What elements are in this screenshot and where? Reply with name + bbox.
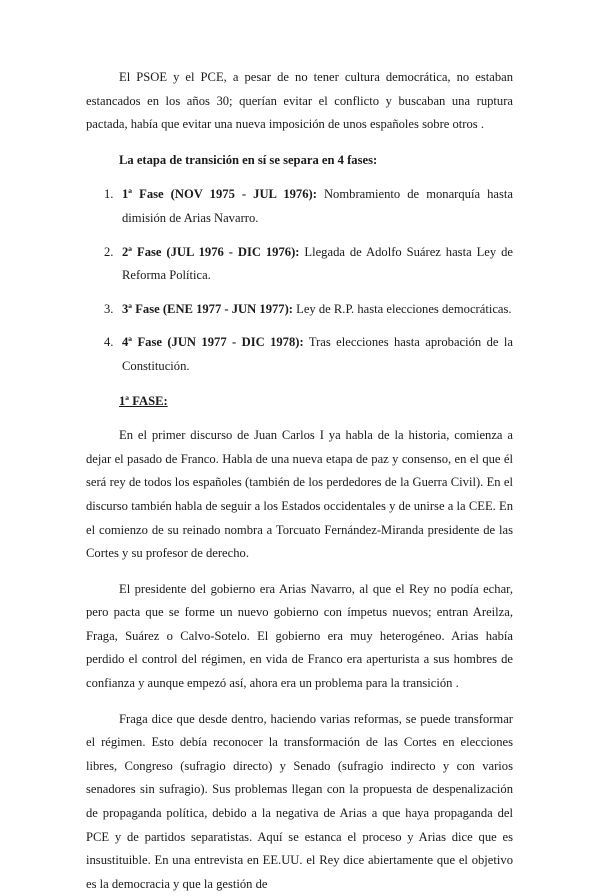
phase-title: 4ª Fase (JUN 1977 - DIC 1978):: [122, 335, 304, 350]
phase-title: 1ª Fase (NOV 1975 - JUL 1976):: [122, 187, 317, 202]
phase-text: Tras elecciones hasta aprobación de la Constitución.: [122, 335, 514, 373]
list-number: 4.: [104, 335, 114, 350]
section-title-text: 1ª FASE:: [119, 393, 168, 408]
list-number: 3.: [104, 301, 114, 316]
phases-heading: La etapa de transición en sí se separa en 4 fases:: [119, 152, 378, 167]
phase-text: Ley de R.P. hasta elecciones democráticas.: [292, 301, 512, 316]
list-item: [86, 183, 513, 230]
phase-text: Nombramiento de monarquía hasta dimisión de Arias Navarro.: [122, 187, 513, 225]
list-item: [86, 298, 513, 322]
phase-title: 2ª Fase (JUL 1976 - DIC 1976):: [122, 244, 300, 259]
body-paragraph: El presidente del gobierno era Arias Navarro, al que el Rey no podía echar, pero pacta que se forme un nuevo gobierno con ímpetus nuevos; entran Areilza, Fraga, Suárez o Calvo-Sotelo. El gobierno era muy heterogéneo. Arias había perdido el control del régimen, en vida de Franco era aperturista a sus hombres de confianza y aunque empezó así, ahora era un problema para la transición .: [86, 581, 513, 691]
list-number: 2.: [104, 244, 114, 259]
section-title: [86, 390, 513, 414]
body-paragraph: Fraga dice que desde dentro, haciendo varias reformas, se puede transformar el régimen. Esto debía reconocer la transformación de las Cortes en elecciones libres, Congreso (sufragio directo) y Senado (sufragio indirecto y con varios senadores sin sufragio). Sus problemas llegan con la propuesta de despenalización de propaganda política, debido a la negativa de Arias a que haya propaganda del PCE y de partidos separatistas. Aquí se estanca el proceso y Arias dice que es insustituible. En una entrevista en EE.UU. el Rey dice abiertamente que el objetivo es la democracia y que la gestión de: [86, 711, 513, 891]
body-paragraph: En el primer discurso de Juan Carlos I ya habla de la historia, comienza a dejar el pasado de Franco. Habla de una nueva etapa de paz y consenso, en el que él será rey de todos los españoles (también de los perdedores de la Guerra Civil). En el discurso también habla de seguir a los Estados occidentales y de unirse a la CEE. En el comienzo de su reinado nombra a Torcuato Fernández-Miranda presidente de las Cortes y su profesor de derecho.: [86, 428, 513, 561]
intro-paragraph: El PSOE y el PCE, a pesar de no tener cultura democrática, no estaban estancados en los años 30; querían evitar el conflicto y buscaban una ruptura pactada, había que evitar una nueva imposición de unos españoles sobre otros .: [86, 70, 513, 132]
phase-text: Llegada de Adolfo Suárez hasta Ley de Reforma Política.: [122, 244, 513, 283]
list-item: [86, 331, 513, 378]
phase-title: 3ª Fase (ENE 1977 - JUN 1977):: [122, 301, 293, 316]
phases-list: [86, 183, 513, 378]
list-item: [86, 241, 513, 288]
list-number: 1.: [104, 187, 114, 202]
